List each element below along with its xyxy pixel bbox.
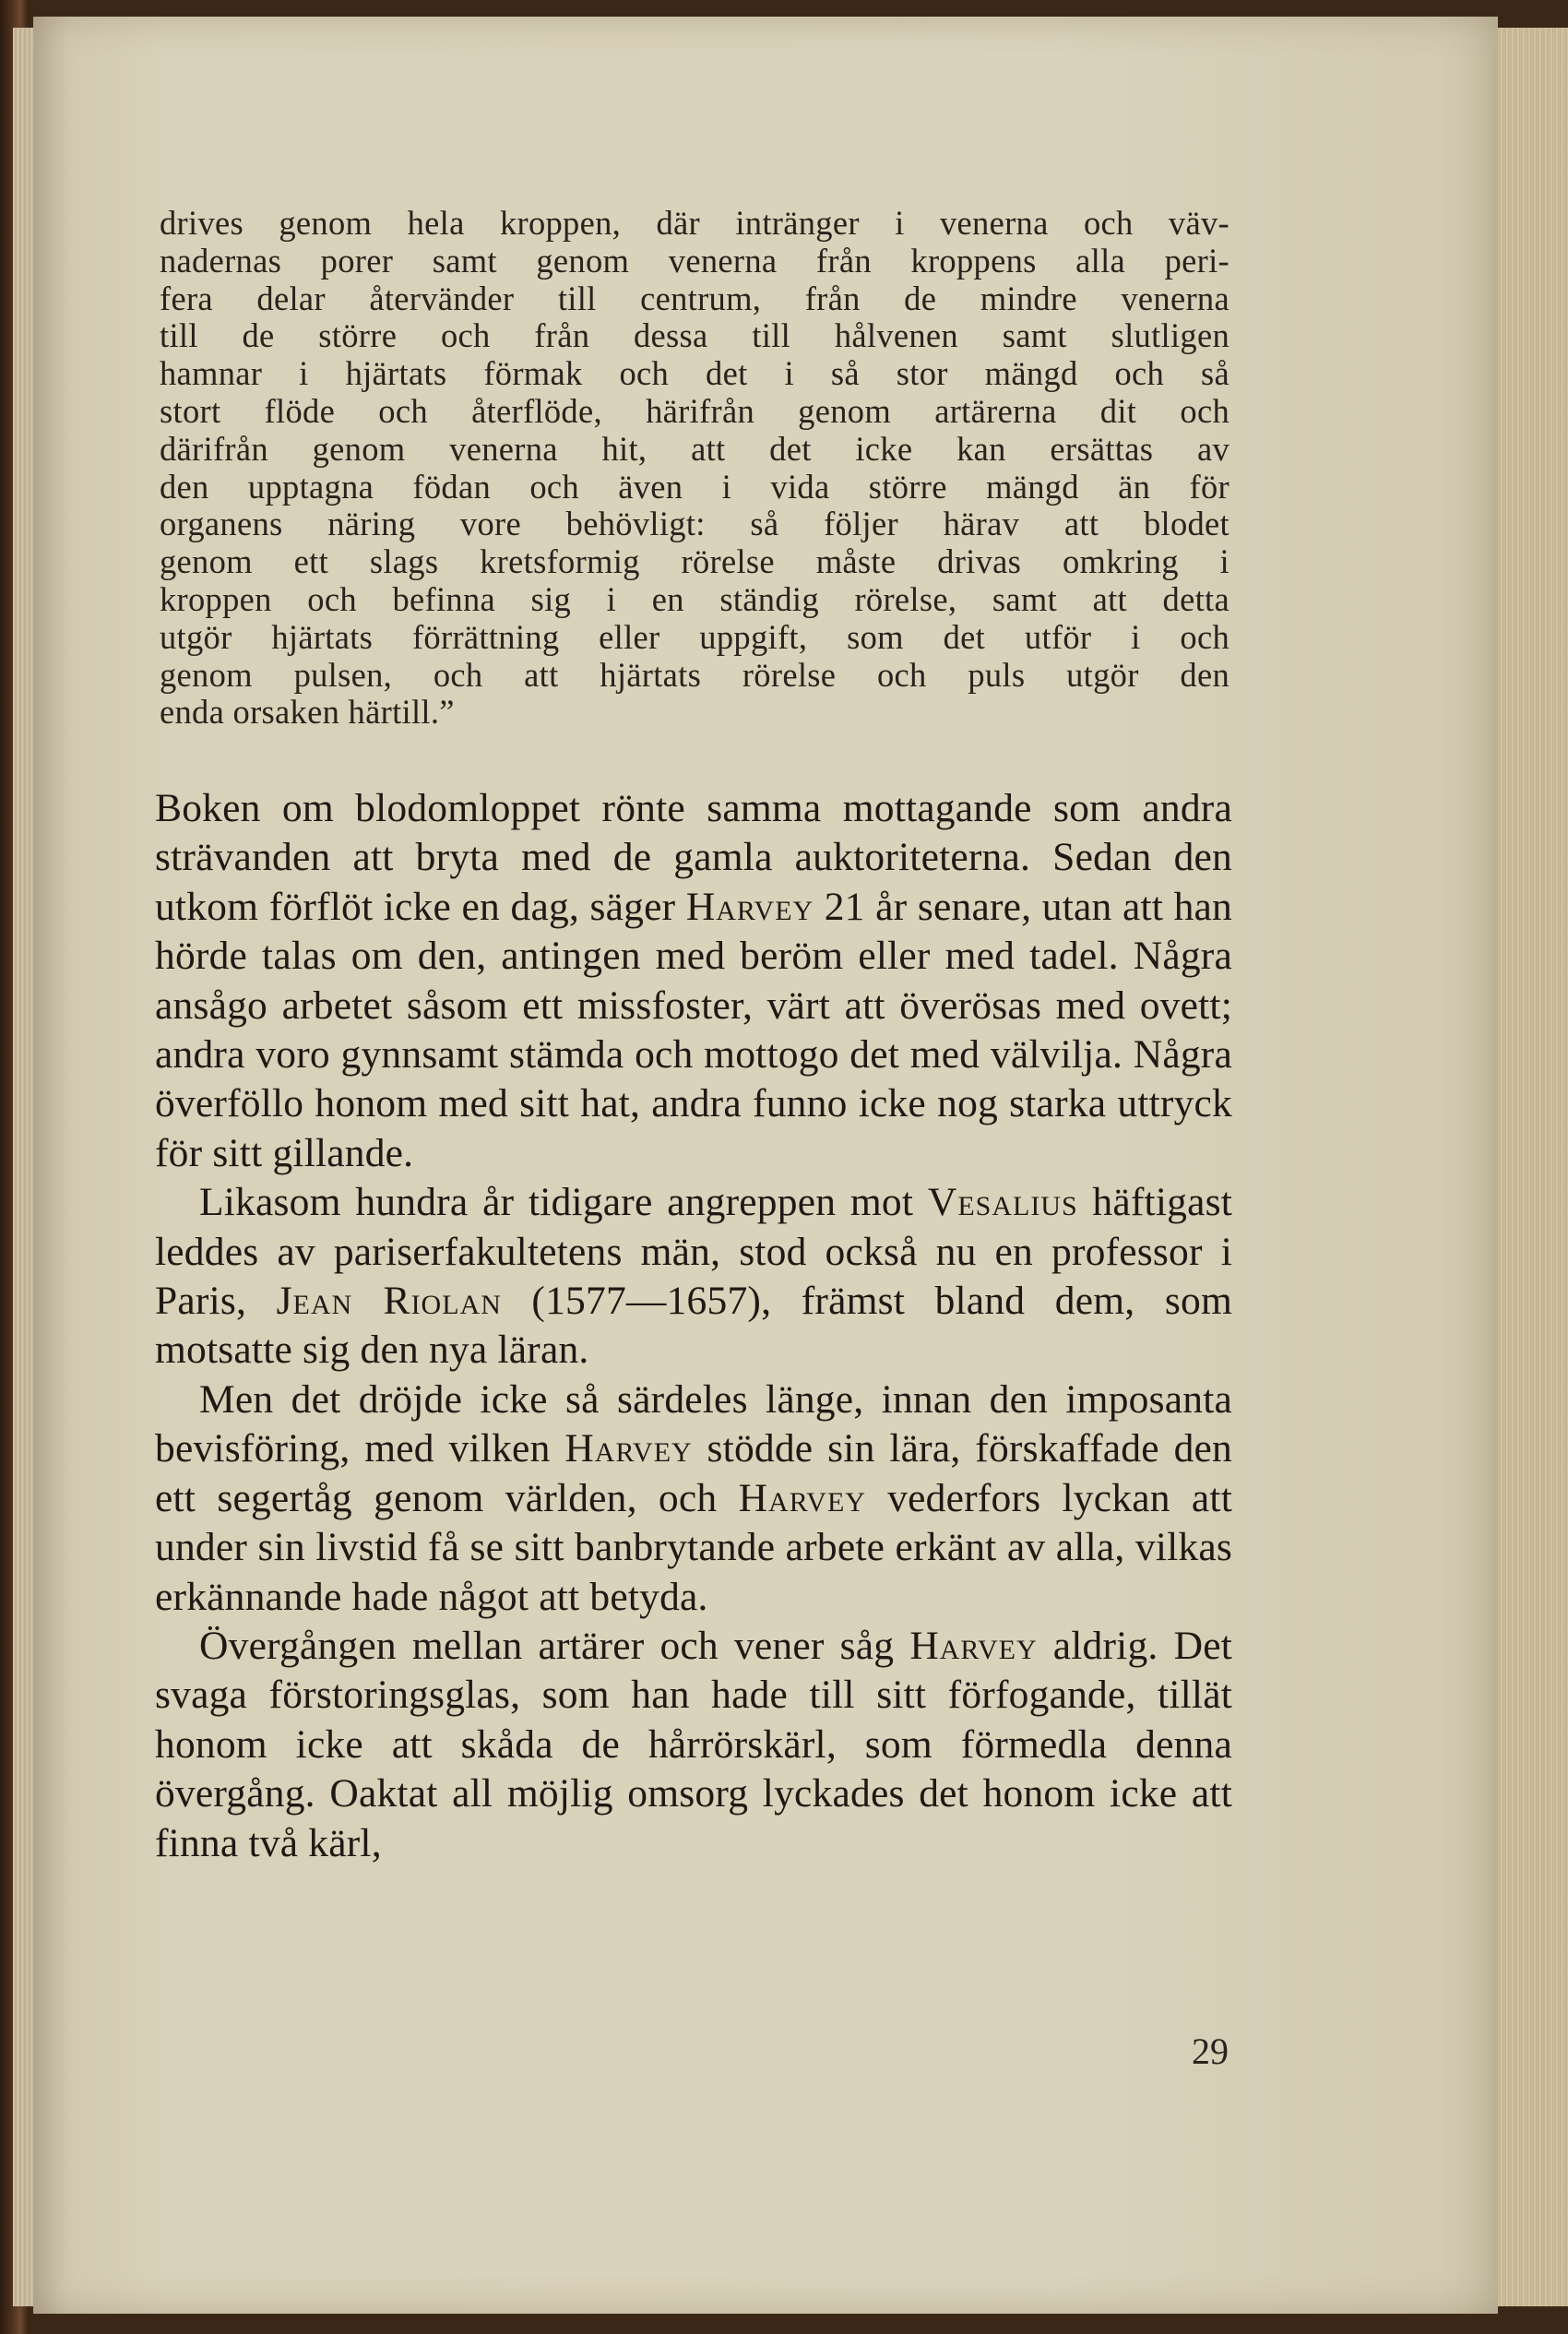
paragraph-text: 21 år senare, utan att han hörde talas om den, antingen med beröm eller med tadel. Några ansågo arbetet såsom ett missfoster, värt att överösas med ovett; andra voro gynnsamt stämda och mottogo det med välvilja. Några överföllo honom med sitt hat, andra funno icke nog starka uttryck för sitt gillande.	[155, 884, 1232, 1175]
paragraph-text: aldrig. Det svaga förstoringsglas, som han hade till sitt förfogande, tillät honom icke att skåda de hårrörskärl, som förmedla denna övergång. Oaktat all möjlig omsorg lyckades det honom icke att finna två kärl,	[155, 1623, 1232, 1865]
paragraph-text: Likasom hundra år tidigare angreppen mot	[199, 1180, 928, 1225]
main-text	[155, 784, 1232, 1868]
paragraph-text: Boken om blodomloppet rönte samma mottagande som andra strävanden att bryta med de gamla auktoriteterna. Sedan den utkom förflöt icke en dag, säger	[155, 786, 1232, 929]
quoted-passage	[160, 205, 1229, 732]
quote-line: genom pulsen, och att hjärtats rörelse och puls utgör den	[160, 655, 1229, 694]
author-name: Harvey	[738, 1475, 866, 1520]
quote-line: den upptagna födan och även i vida större mängd än för	[160, 467, 1229, 506]
quote-line: organens näring vore behövligt: så följer härav att blodet	[160, 505, 1229, 543]
author-name: Harvey	[685, 884, 814, 929]
paragraph-text: Men det dröjde icke så särdeles länge, innan den imposanta bevisföring, med vilken	[155, 1376, 1232, 1471]
paragraph-text: (1577—1657), främst bland dem, som motsatte sig den nya läran.	[155, 1279, 1232, 1373]
paragraph-capillaries	[155, 1622, 1232, 1868]
quote-line: fera delar återvänder till centrum, från de mindre venerna	[160, 279, 1229, 317]
quote-line: nadernas porer samt genom venerna från kroppens alla peri-	[160, 241, 1229, 280]
page-stack-edge	[1498, 28, 1568, 2306]
author-name: Harvey	[564, 1426, 693, 1471]
quote-line: drives genom hela kroppen, där intränger i venerna och väv-	[160, 204, 1229, 242]
quote-line: utgör hjärtats förrättning eller uppgift, som det utför i och	[160, 617, 1229, 656]
author-name: Jean Riolan	[276, 1279, 502, 1324]
paragraph-reception	[155, 784, 1232, 1178]
quote-line: stort flöde och återflöde, härifrån genom artärerna dit och	[160, 391, 1229, 430]
paragraph-acceptance	[155, 1375, 1232, 1622]
page-number: 29	[1192, 2030, 1229, 2072]
author-name: Harvey	[909, 1623, 1038, 1668]
quote-line: därifrån genom venerna hit, att det icke kan ersättas av	[160, 429, 1229, 468]
paragraph-riolan	[155, 1178, 1232, 1375]
paragraph-text: vederfors lyckan att under sin livstid få se sitt banbrytande arbete erkänt av alla, vilkas erkännande hade något att betyda.	[155, 1475, 1233, 1619]
paragraph-text: häftigast leddes av pariserfakultetens män, stod också nu en professor i Paris,	[155, 1180, 1232, 1324]
quote-line: till de större och från dessa till hålvenen samt slutligen	[160, 316, 1229, 355]
quote-line: enda orsaken härtill.”	[160, 693, 455, 732]
left-page-edge	[13, 28, 33, 2306]
quote-line: kroppen och befinna sig i en ständig rörelse, samt att detta	[160, 579, 1229, 618]
quote-line: genom ett slags kretsformig rörelse måste drivas omkring i	[160, 542, 1229, 581]
quote-line: hamnar i hjärtats förmak och det i så stor mängd och så	[160, 354, 1229, 393]
paragraph-text: Övergången mellan artärer och vener såg	[199, 1623, 910, 1668]
paragraph-text: stödde sin lära, förskaffade den ett segertåg genom världen, och	[155, 1426, 1232, 1520]
author-name: Vesalius	[927, 1180, 1078, 1225]
